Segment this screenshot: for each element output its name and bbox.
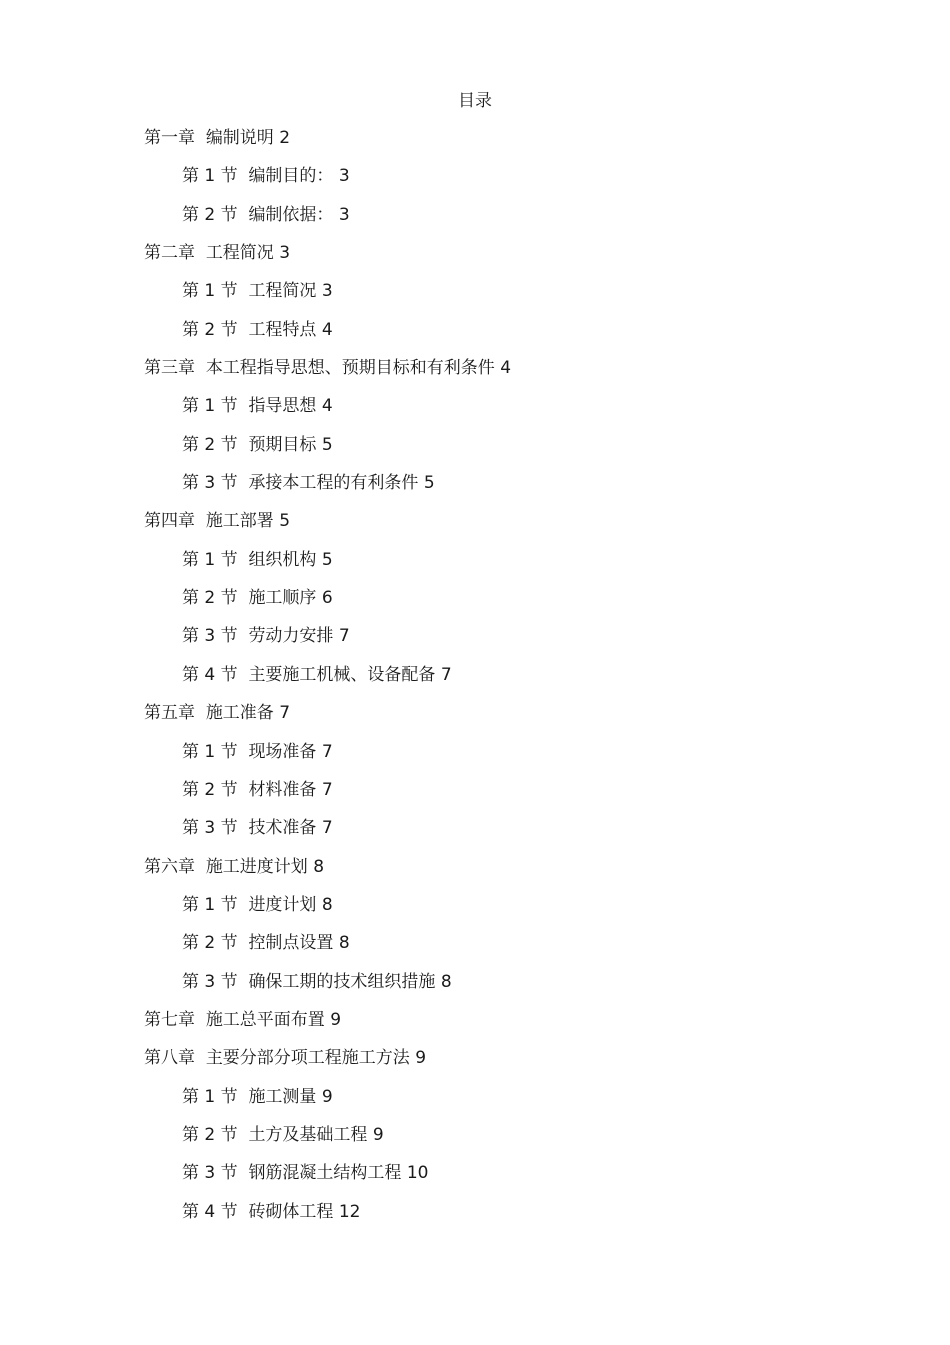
toc-section-entry [0, 932, 950, 970]
toc-entry-title: 砖砌体工程 [248, 1201, 334, 1222]
toc-entry-title: 承接本工程的有利条件 [248, 473, 419, 494]
toc-section-entry [0, 1201, 950, 1239]
toc-entry-title: 确保工期的技术组织措施 [248, 971, 436, 992]
toc-entry-title: 控制点设置 [248, 933, 334, 954]
toc-entry-label: 第六章 [144, 856, 195, 877]
toc-section-entry [0, 1086, 950, 1124]
toc-entry-label: 第 2 节 [182, 588, 238, 609]
toc-entry-title: 土方及基础工程 [248, 1124, 368, 1145]
toc-entry-label: 第 1 节 [182, 1086, 238, 1107]
toc-chapter-entry [0, 127, 950, 165]
toc-entry-page-number: 9 [372, 1124, 384, 1145]
toc-section-entry [0, 204, 950, 242]
toc-entry-label: 第 1 节 [182, 396, 238, 417]
toc-entry-page-number: 8 [440, 971, 452, 992]
toc-section-entry [0, 319, 950, 357]
toc-entry-label: 第 1 节 [182, 281, 238, 302]
toc-section-entry [0, 165, 950, 203]
toc-entry-label: 第二章 [144, 243, 195, 264]
toc-entry-page-number: 5 [423, 473, 435, 494]
toc-entry-page-number: 3 [321, 281, 333, 302]
toc-entry-page-number: 10 [406, 1163, 429, 1184]
toc-entry-title: 指导思想 [248, 396, 317, 417]
toc-entry-page-number: 5 [321, 434, 333, 455]
toc-entry-label: 第 2 节 [182, 434, 238, 455]
toc-entry-title: 施工进度计划 [205, 856, 308, 877]
toc-chapter-entry [0, 357, 950, 395]
toc-entry-label: 第 3 节 [182, 473, 238, 494]
toc-entry-label: 第七章 [144, 1009, 195, 1030]
toc-entry-page-number: 8 [313, 856, 325, 877]
toc-chapter-entry [0, 702, 950, 740]
toc-entry-title: 钢筋混凝土结构工程 [248, 1163, 402, 1184]
toc-entry-title: 劳动力安排 [248, 626, 334, 647]
toc-entry-page-number: 8 [321, 894, 333, 915]
toc-entry-label: 第 2 节 [182, 204, 238, 225]
toc-entry-label: 第 4 节 [182, 664, 238, 685]
toc-entry-label: 第 2 节 [182, 933, 238, 954]
toc-entry-page-number: 9 [330, 1009, 342, 1030]
toc-entry-label: 第 1 节 [182, 894, 238, 915]
toc-section-entry [0, 434, 950, 472]
toc-entry-title: 进度计划 [248, 894, 317, 915]
toc-entry-page-number: 7 [321, 741, 333, 762]
toc-entry-page-number: 9 [415, 1048, 427, 1069]
toc-entry-title: 施工总平面布置 [205, 1009, 325, 1030]
toc-entry-page-number: 9 [321, 1086, 333, 1107]
toc-section-entry [0, 395, 950, 433]
toc-section-entry [0, 472, 950, 510]
toc-section-entry [0, 664, 950, 702]
toc-entry-page-number: 4 [321, 319, 333, 340]
toc-entry-title: 编制说明 [205, 128, 274, 148]
toc-entry-title: 编制依据： [248, 204, 334, 225]
toc-entry-title: 本工程指导思想、预期目标和有利条件 [205, 358, 495, 379]
toc-entry-label: 第 4 节 [182, 1201, 238, 1222]
toc-section-entry [0, 587, 950, 625]
toc-entry-label: 第三章 [144, 358, 195, 379]
toc-entry-page-number: 5 [321, 549, 333, 570]
toc-entry-title: 组织机构 [248, 549, 317, 570]
toc-chapter-entry [0, 856, 950, 894]
toc-section-entry [0, 625, 950, 663]
toc-section-entry [0, 741, 950, 779]
toc-entry-page-number: 8 [338, 933, 350, 954]
toc-section-entry [0, 779, 950, 817]
toc-entry-label: 第一章 [144, 128, 195, 148]
table-of-contents [0, 127, 950, 1239]
toc-entry-title: 编制目的： [248, 166, 334, 187]
toc-chapter-entry [0, 242, 950, 280]
toc-entry-title: 主要分部分项工程施工方法 [205, 1048, 410, 1069]
toc-entry-label: 第 3 节 [182, 1163, 238, 1184]
toc-entry-page-number: 4 [500, 358, 512, 379]
toc-entry-page-number: 7 [338, 626, 350, 647]
toc-entry-title: 主要施工机械、设备配备 [248, 664, 436, 685]
toc-entry-page-number: 5 [279, 511, 291, 532]
toc-entry-label: 第八章 [144, 1048, 195, 1069]
toc-entry-page-number: 7 [279, 703, 291, 724]
toc-entry-page-number: 6 [321, 588, 333, 609]
toc-entry-title: 技术准备 [248, 818, 317, 839]
toc-entry-title: 材料准备 [248, 779, 317, 800]
toc-entry-page-number: 3 [338, 166, 350, 187]
toc-chapter-entry [0, 1009, 950, 1047]
toc-entry-page-number: 7 [321, 779, 333, 800]
toc-entry-label: 第 2 节 [182, 1124, 238, 1145]
toc-entry-page-number: 12 [338, 1201, 361, 1222]
toc-section-entry [0, 894, 950, 932]
toc-entry-title: 工程简况 [205, 243, 274, 264]
toc-entry-title: 施工准备 [205, 703, 274, 724]
toc-entry-title: 施工测量 [248, 1086, 317, 1107]
toc-entry-page-number: 3 [279, 243, 291, 264]
toc-entry-title: 预期目标 [248, 434, 317, 455]
toc-entry-title: 施工部署 [205, 511, 274, 532]
toc-section-entry [0, 280, 950, 318]
toc-entry-title: 工程简况 [248, 281, 317, 302]
toc-entry-label: 第四章 [144, 511, 195, 532]
toc-entry-label: 第 3 节 [182, 626, 238, 647]
toc-entry-label: 第 1 节 [182, 549, 238, 570]
toc-entry-title: 施工顺序 [248, 588, 317, 609]
toc-chapter-entry [0, 510, 950, 548]
toc-chapter-entry [0, 1047, 950, 1085]
toc-title: 目录 [458, 91, 492, 111]
toc-entry-label: 第五章 [144, 703, 195, 724]
toc-entry-page-number: 2 [279, 128, 291, 148]
toc-entry-label: 第 1 节 [182, 166, 238, 187]
toc-entry-page-number: 7 [440, 664, 452, 685]
toc-entry-label: 第 2 节 [182, 319, 238, 340]
toc-entry-label: 第 1 节 [182, 741, 238, 762]
toc-entry-label: 第 3 节 [182, 818, 238, 839]
toc-entry-page-number: 3 [338, 204, 350, 225]
toc-entry-title: 现场准备 [248, 741, 317, 762]
toc-section-entry [0, 971, 950, 1009]
toc-entry-label: 第 3 节 [182, 971, 238, 992]
toc-section-entry [0, 549, 950, 587]
toc-entry-label: 第 2 节 [182, 779, 238, 800]
toc-entry-title: 工程特点 [248, 319, 317, 340]
toc-section-entry [0, 817, 950, 855]
toc-entry-page-number: 7 [321, 818, 333, 839]
toc-section-entry [0, 1124, 950, 1162]
toc-section-entry [0, 1162, 950, 1200]
toc-entry-page-number: 4 [321, 396, 333, 417]
